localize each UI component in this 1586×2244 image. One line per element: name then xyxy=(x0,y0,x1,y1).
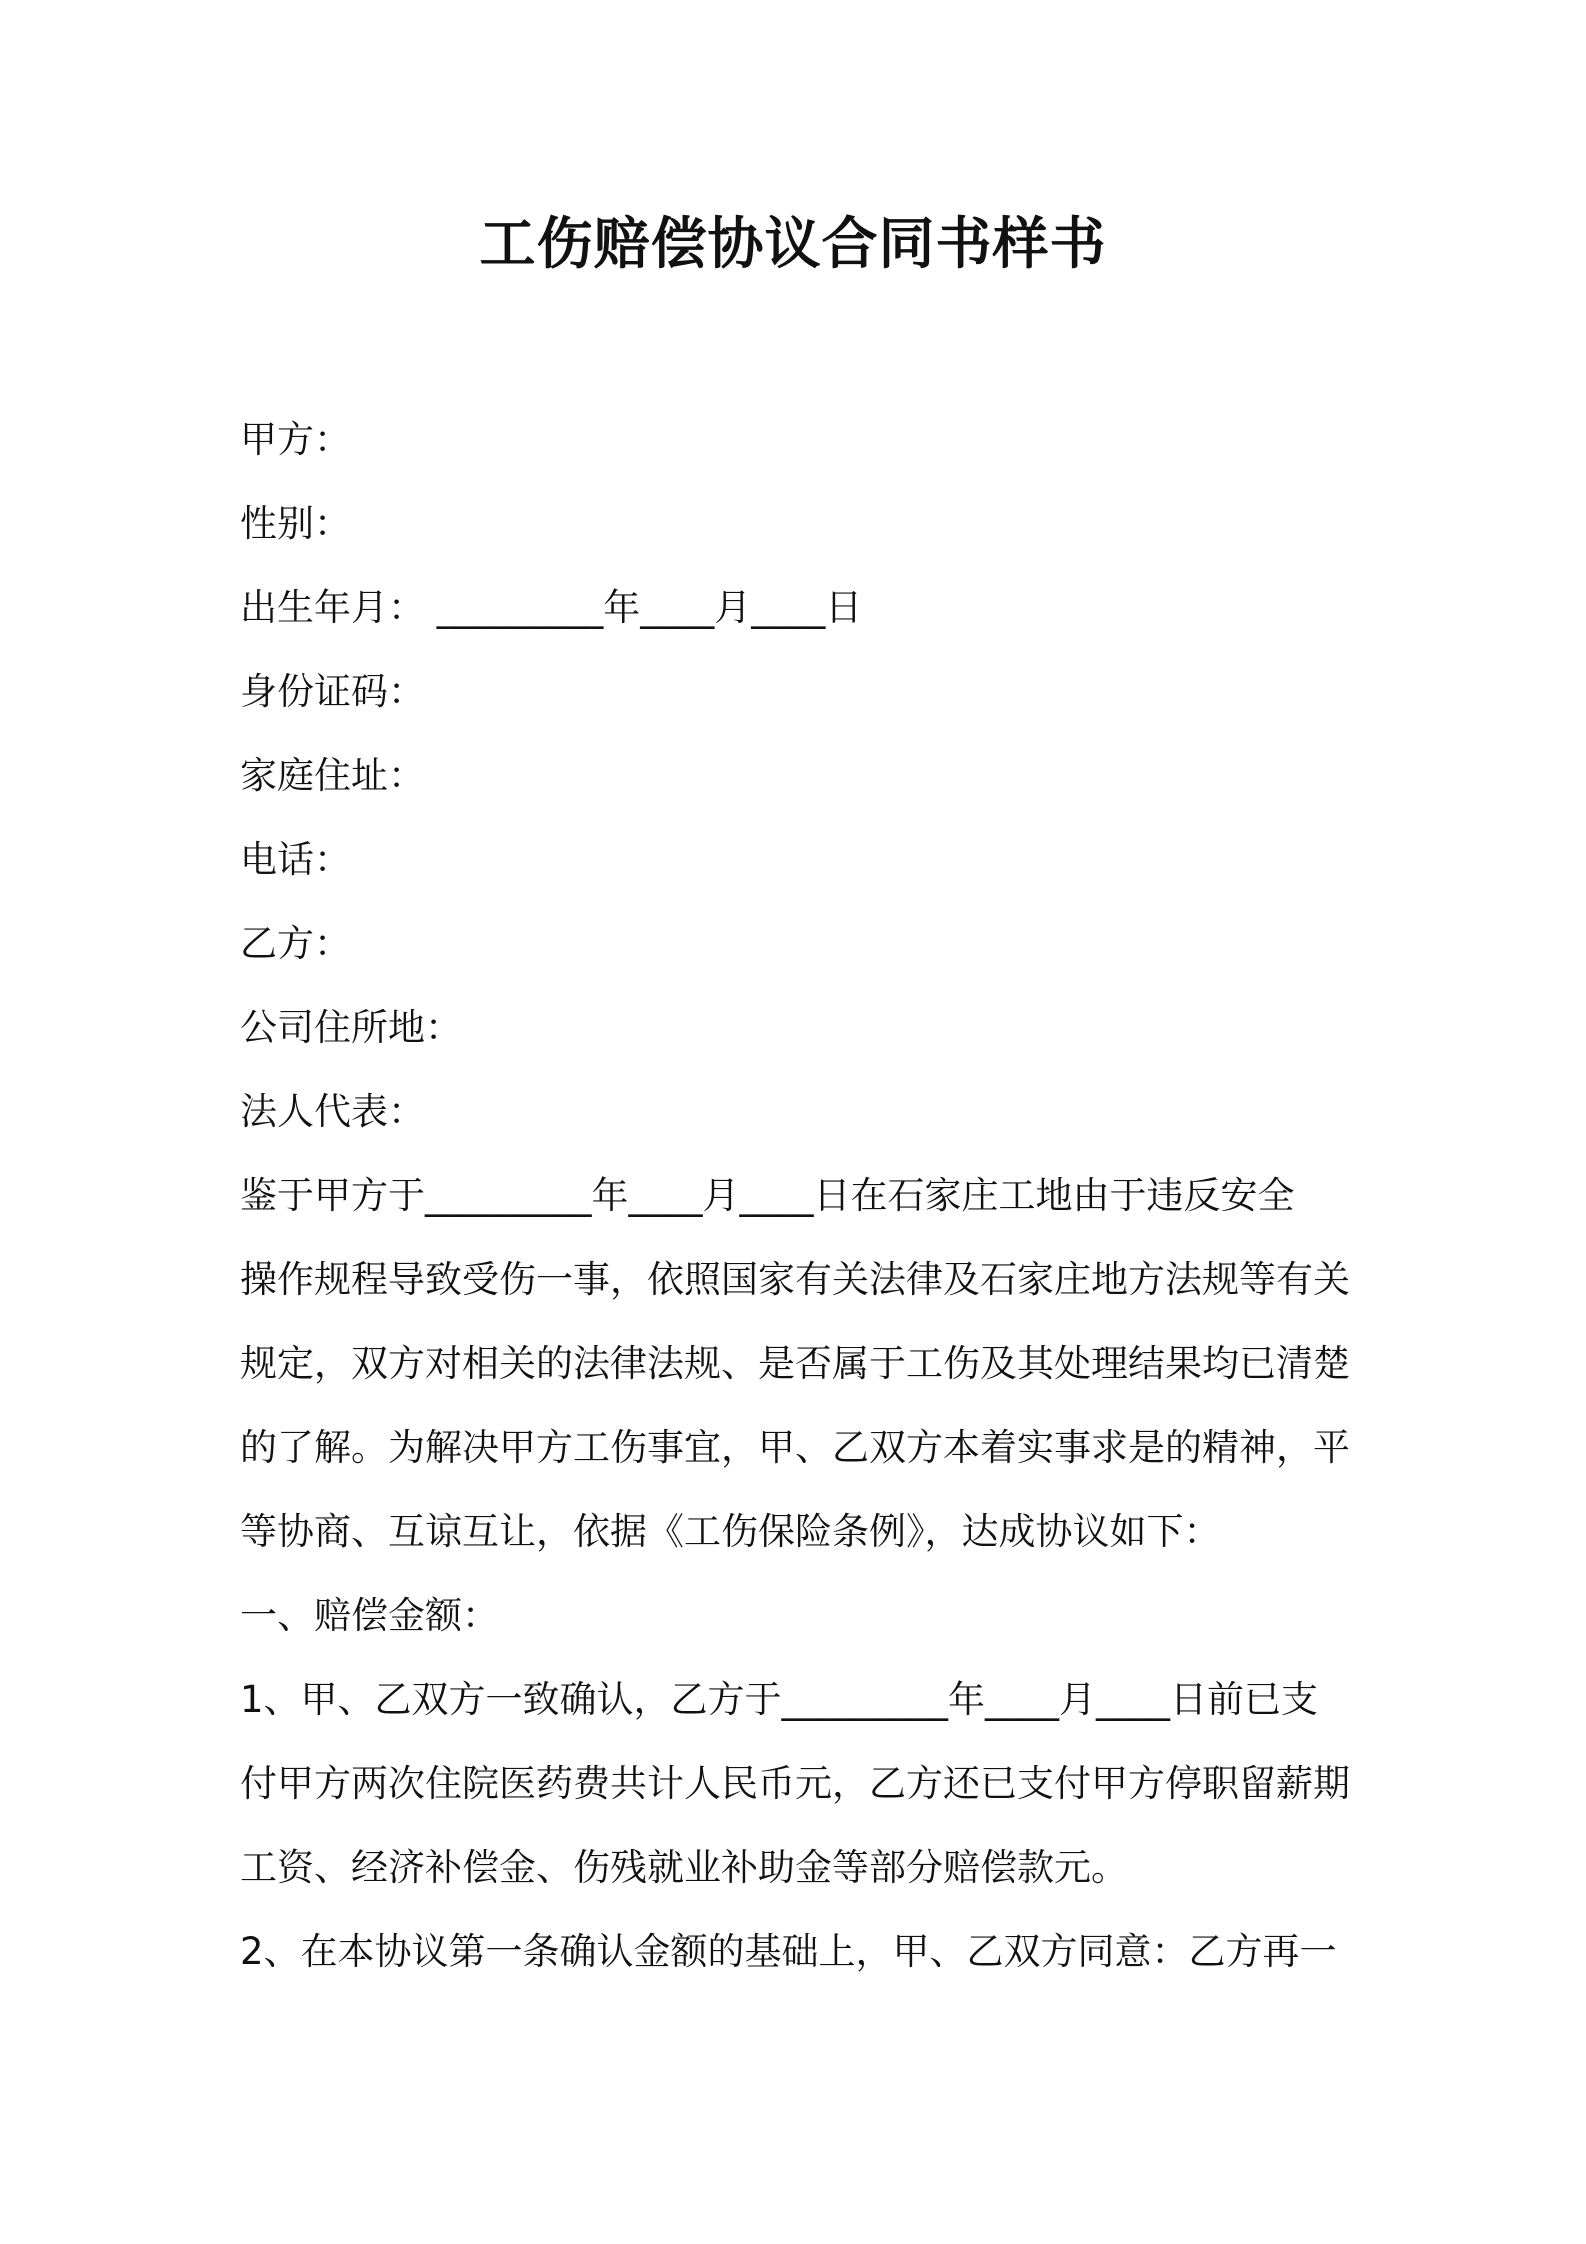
text-line: 乙方： xyxy=(240,922,351,965)
text-line: 等协商、互谅互让，依据《工伤保险条例》，达成协议如下： xyxy=(240,1510,1221,1553)
text-line: 的了解。为解决甲方工伤事宜，甲、乙双方本着实事求是的精神，平 xyxy=(240,1426,1350,1469)
text-line: 工资、经济补偿金、伤残就业补助金等部分赔偿款元。 xyxy=(240,1846,1128,1889)
text-line: 家庭住址： xyxy=(240,754,425,797)
text-line: 公司住所地： xyxy=(240,1006,462,1049)
text-line: 身份证码： xyxy=(240,670,425,713)
text-line: 甲方： xyxy=(240,418,351,461)
text-line: 出生年月： _________年____月____日 xyxy=(240,586,863,629)
text-line: 法人代表： xyxy=(240,1090,425,1133)
text-line: 鉴于甲方于_________年____月____日在石家庄工地由于违反安全 xyxy=(240,1174,1295,1217)
text-line: 2、在本协议第一条确认金额的基础上，甲、乙双方同意：乙方再一 xyxy=(240,1930,1337,1973)
text-line: 操作规程导致受伤一事，依照国家有关法律及石家庄地方法规等有关 xyxy=(240,1258,1350,1301)
document-body xyxy=(240,398,1360,1994)
document-title: 工伤赔偿协议合同书样书 xyxy=(479,212,1107,277)
text-line: 规定，双方对相关的法律法规、是否属于工伤及其处理结果均已清楚 xyxy=(240,1342,1350,1385)
text-line: 一、赔偿金额： xyxy=(240,1594,499,1637)
text-line: 1、甲、乙双方一致确认，乙方于_________年____月____日前已支 xyxy=(240,1678,1319,1721)
text-line: 性别： xyxy=(240,502,351,545)
text-line: 付甲方两次住院医药费共计人民币元，乙方还已支付甲方停职留薪期 xyxy=(240,1762,1350,1805)
text-line: 电话： xyxy=(240,838,351,881)
